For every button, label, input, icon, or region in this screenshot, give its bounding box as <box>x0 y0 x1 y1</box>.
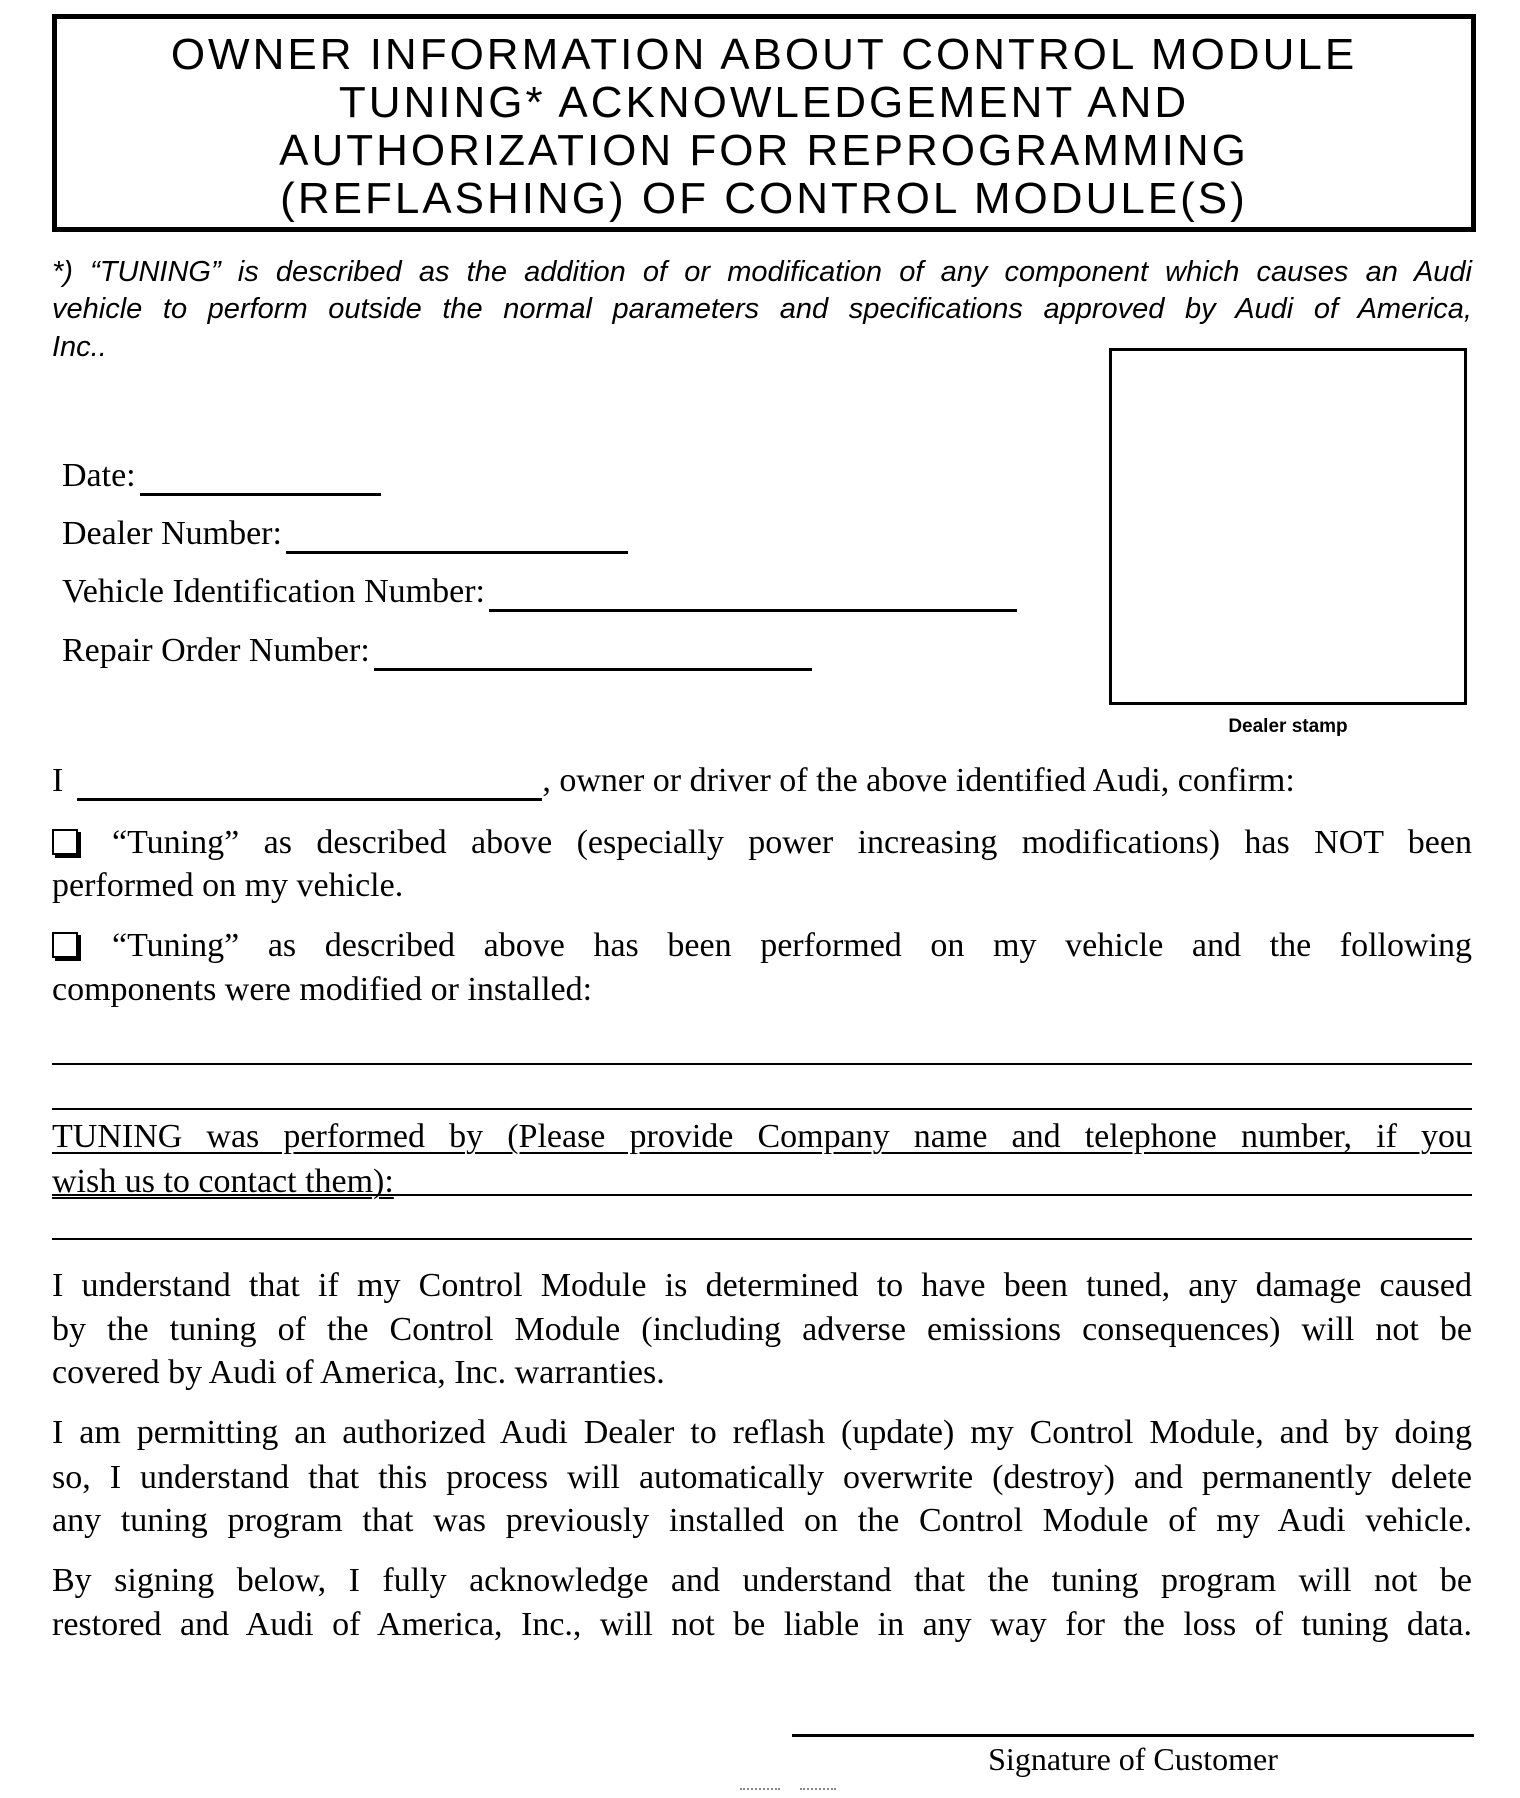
vin-field <box>62 572 1017 612</box>
paragraph-reflash-2: so, I understand that this process will automatically overwrite (destroy) and permanently delete <box>52 1459 1472 1496</box>
option-tuned-cont: components were modified or installed: <box>52 971 593 1008</box>
paragraph-warranty-2: by the tuning of the Control Module (including adverse emissions consequences) will not be <box>52 1311 1472 1348</box>
option-not-tuned-cont: performed on my vehicle. <box>52 867 404 904</box>
performed-by-text-2: wish us to contact them): <box>52 1163 394 1200</box>
signature-label: Signature of Customer <box>988 1741 1278 1777</box>
owner-confirm-line <box>52 761 1295 801</box>
signature-input-line[interactable] <box>792 1734 1474 1737</box>
option-tuned-text: “Tuning” as described above has been performed on my vehicle and the following <box>112 927 1472 964</box>
components-input-line-2[interactable] <box>52 1108 1472 1110</box>
components-input-line-1[interactable] <box>52 1063 1472 1065</box>
dealer-number-field <box>62 514 628 554</box>
option-tuned <box>52 924 1472 968</box>
checkbox-tuned[interactable] <box>52 932 78 958</box>
footnote-line-3: Inc.. <box>52 331 107 363</box>
dealer-stamp-box <box>1109 348 1467 705</box>
footnote-line-1: *) “TUNING” is described as the addition of or modification of any component which causes an Audi <box>52 256 1472 288</box>
paragraph-acknowledge-2: restored and Audi of America, Inc., will not be liable in any way for the loss of tuning data. <box>52 1606 1472 1643</box>
repair-order-label: Repair Order Number: <box>62 632 370 669</box>
performed-by-input-line-2[interactable] <box>52 1238 1472 1240</box>
checkbox-not-tuned[interactable] <box>52 829 78 855</box>
paragraph-reflash-1: I am permitting an authorized Audi Dealer to reflash (update) my Control Module, and by doing <box>52 1414 1472 1451</box>
paragraph-reflash-3: any tuning program that was previously installed on the Control Module of my Audi vehicle. <box>52 1502 1472 1539</box>
date-field <box>62 456 381 496</box>
confirm-suffix: , owner or driver of the above identified Audi, confirm: <box>542 762 1295 799</box>
performed-by-line-1: TUNING was performed by (Please provide Company name and telephone number, if you <box>52 1118 1472 1155</box>
vin-input[interactable] <box>489 579 1017 612</box>
title-line-4: (REFLASHING) OF CONTROL MODULE(S) <box>280 174 1248 223</box>
dotted-mark-2 <box>800 1788 836 1790</box>
dealer-stamp-label: Dealer stamp <box>1228 716 1348 737</box>
title-box <box>52 14 1476 232</box>
title-line-3: AUTHORIZATION FOR REPROGRAMMING <box>279 126 1249 175</box>
paragraph-acknowledge-1: By signing below, I fully acknowledge and understand that the tuning program will not be <box>52 1562 1472 1599</box>
confirm-prefix: I <box>52 762 64 799</box>
paragraph-warranty-3: covered by Audi of America, Inc. warranties. <box>52 1354 665 1391</box>
date-input[interactable] <box>140 463 381 496</box>
option-not-tuned-text: “Tuning” as described above (especially power increasing modifications) has NOT been <box>112 824 1472 861</box>
owner-name-input[interactable] <box>77 768 542 801</box>
title-line-2: TUNING* ACKNOWLEDGEMENT AND <box>338 78 1190 127</box>
dealer-number-label: Dealer Number: <box>62 515 282 552</box>
performed-by-input-line-1[interactable] <box>52 1194 1472 1196</box>
dealer-number-input[interactable] <box>286 521 628 554</box>
dotted-mark-1 <box>740 1788 780 1790</box>
title-line-1: OWNER INFORMATION ABOUT CONTROL MODULE <box>170 30 1358 79</box>
repair-order-input[interactable] <box>374 638 812 671</box>
paragraph-warranty-1: I understand that if my Control Module is determined to have been tuned, any damage caused <box>52 1267 1472 1304</box>
date-label: Date: <box>62 457 136 494</box>
repair-order-field <box>62 631 812 671</box>
vin-label: Vehicle Identification Number: <box>62 573 485 610</box>
option-not-tuned <box>52 821 1472 865</box>
footnote-line-2: vehicle to perform outside the normal parameters and specifications approved by Audi of America, <box>52 293 1472 325</box>
performed-by-line-2 <box>52 1160 1472 1204</box>
